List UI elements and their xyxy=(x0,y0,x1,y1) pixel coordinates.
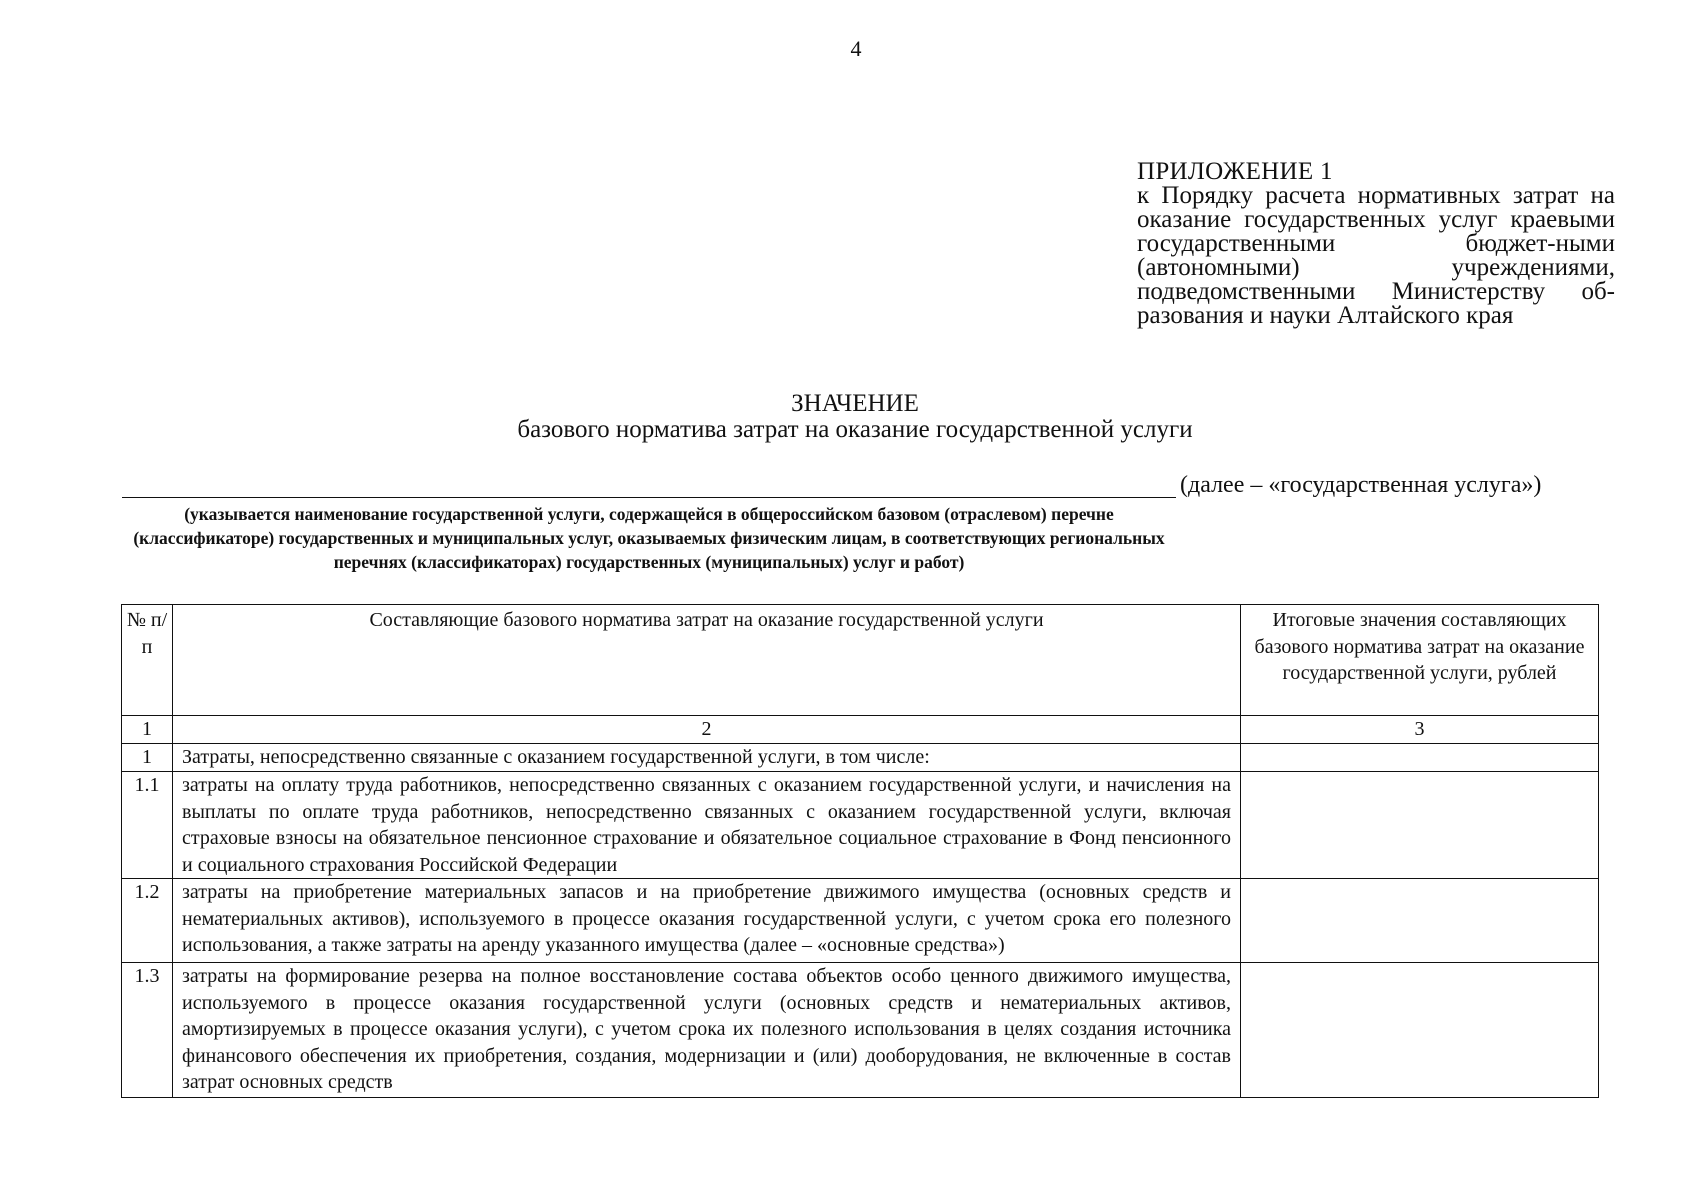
header-num: № п/п xyxy=(122,605,173,716)
service-suffix: (далее – «государственная услуга») xyxy=(1180,472,1542,498)
row-desc: затраты на формирование резерва на полное восстановление состава объектов особо ценного движимого имущества, используемого в процессе оказания государственной услуги (основных средств и нематериальных активов, амортизируемых в процессе оказания услуги), с учетом срока их полезного использования в целях создания источника финансового обеспечения их приобретения, создания, модернизации и (или) дооборудования, не включенные в состав затрат основных средств xyxy=(173,963,1241,1098)
row-num: 1.1 xyxy=(122,772,173,879)
table-row xyxy=(122,772,1599,879)
service-name-note: (указывается наименование государственной услуги, содержащейся в общероссийском базовом (отраслевом) перечне (классификаторе) государственных и муниципальных услуг, оказываемых физическим лицам, в соответствующих региональных перечнях (классификаторах) государственных (муниципальных) услуг и работ) xyxy=(133,504,1165,572)
header-desc: Составляющие базового норматива затрат на оказание государственной услуги xyxy=(173,605,1241,716)
row-num: 1.2 xyxy=(122,879,173,963)
row-total xyxy=(1241,963,1599,1098)
table-row xyxy=(122,963,1599,1098)
column-index-3: 3 xyxy=(1241,716,1599,744)
page-number: 4 xyxy=(850,36,862,61)
row-total xyxy=(1241,772,1599,879)
document-title: ЗНАЧЕНИЕ xyxy=(791,390,919,417)
row-num: 1 xyxy=(122,744,173,772)
table-row xyxy=(122,744,1599,772)
appendix-block xyxy=(1137,160,1615,328)
row-total xyxy=(1241,744,1599,772)
table-row xyxy=(122,879,1599,963)
service-name-blank-line xyxy=(122,497,1176,498)
cost-norm-table xyxy=(121,604,1599,1098)
row-desc: Затраты, непосредственно связанные с оказанием государственной услуги, в том числе: xyxy=(173,744,1241,772)
appendix-title: ПРИЛОЖЕНИЕ 1 xyxy=(1137,158,1333,185)
column-index-2: 2 xyxy=(173,716,1241,744)
row-num: 1.3 xyxy=(122,963,173,1098)
row-desc: затраты на оплату труда работников, непосредственно связанных с оказанием государственной услуги, и начисления на выплаты по оплате труда работников, непосредственно связанных с оказанием государственной услуги, включая страховые взносы на обязательное пенсионное страхование и обязательное социальное страхование в Фонд пенсионного и социального страхования Российской Федерации xyxy=(173,772,1241,879)
row-total xyxy=(1241,879,1599,963)
table-header-row xyxy=(122,605,1599,716)
header-total: Итоговые значения составляющих базового норматива затрат на оказание государственной услуги, рублей xyxy=(1241,605,1599,716)
row-desc: затраты на приобретение материальных запасов и на приобретение движимого имущества (основных средств и нематериальных активов), используемого в процессе оказания государственной услуги, с учетом срока его полезного использования, а также затраты на аренду указанного имущества (далее – «основные средства») xyxy=(173,879,1241,963)
table-index-row xyxy=(122,716,1599,744)
appendix-body: к Порядку расчета нормативных затрат на оказание государственных услуг краевыми государственными бюджет-ными (автономными) учреждениями, подведомственными Министерству об-разования и науки Алтайского края xyxy=(1137,182,1615,329)
column-index-1: 1 xyxy=(122,716,173,744)
document-subtitle: базового норматива затрат на оказание государственной услуги xyxy=(517,416,1193,443)
